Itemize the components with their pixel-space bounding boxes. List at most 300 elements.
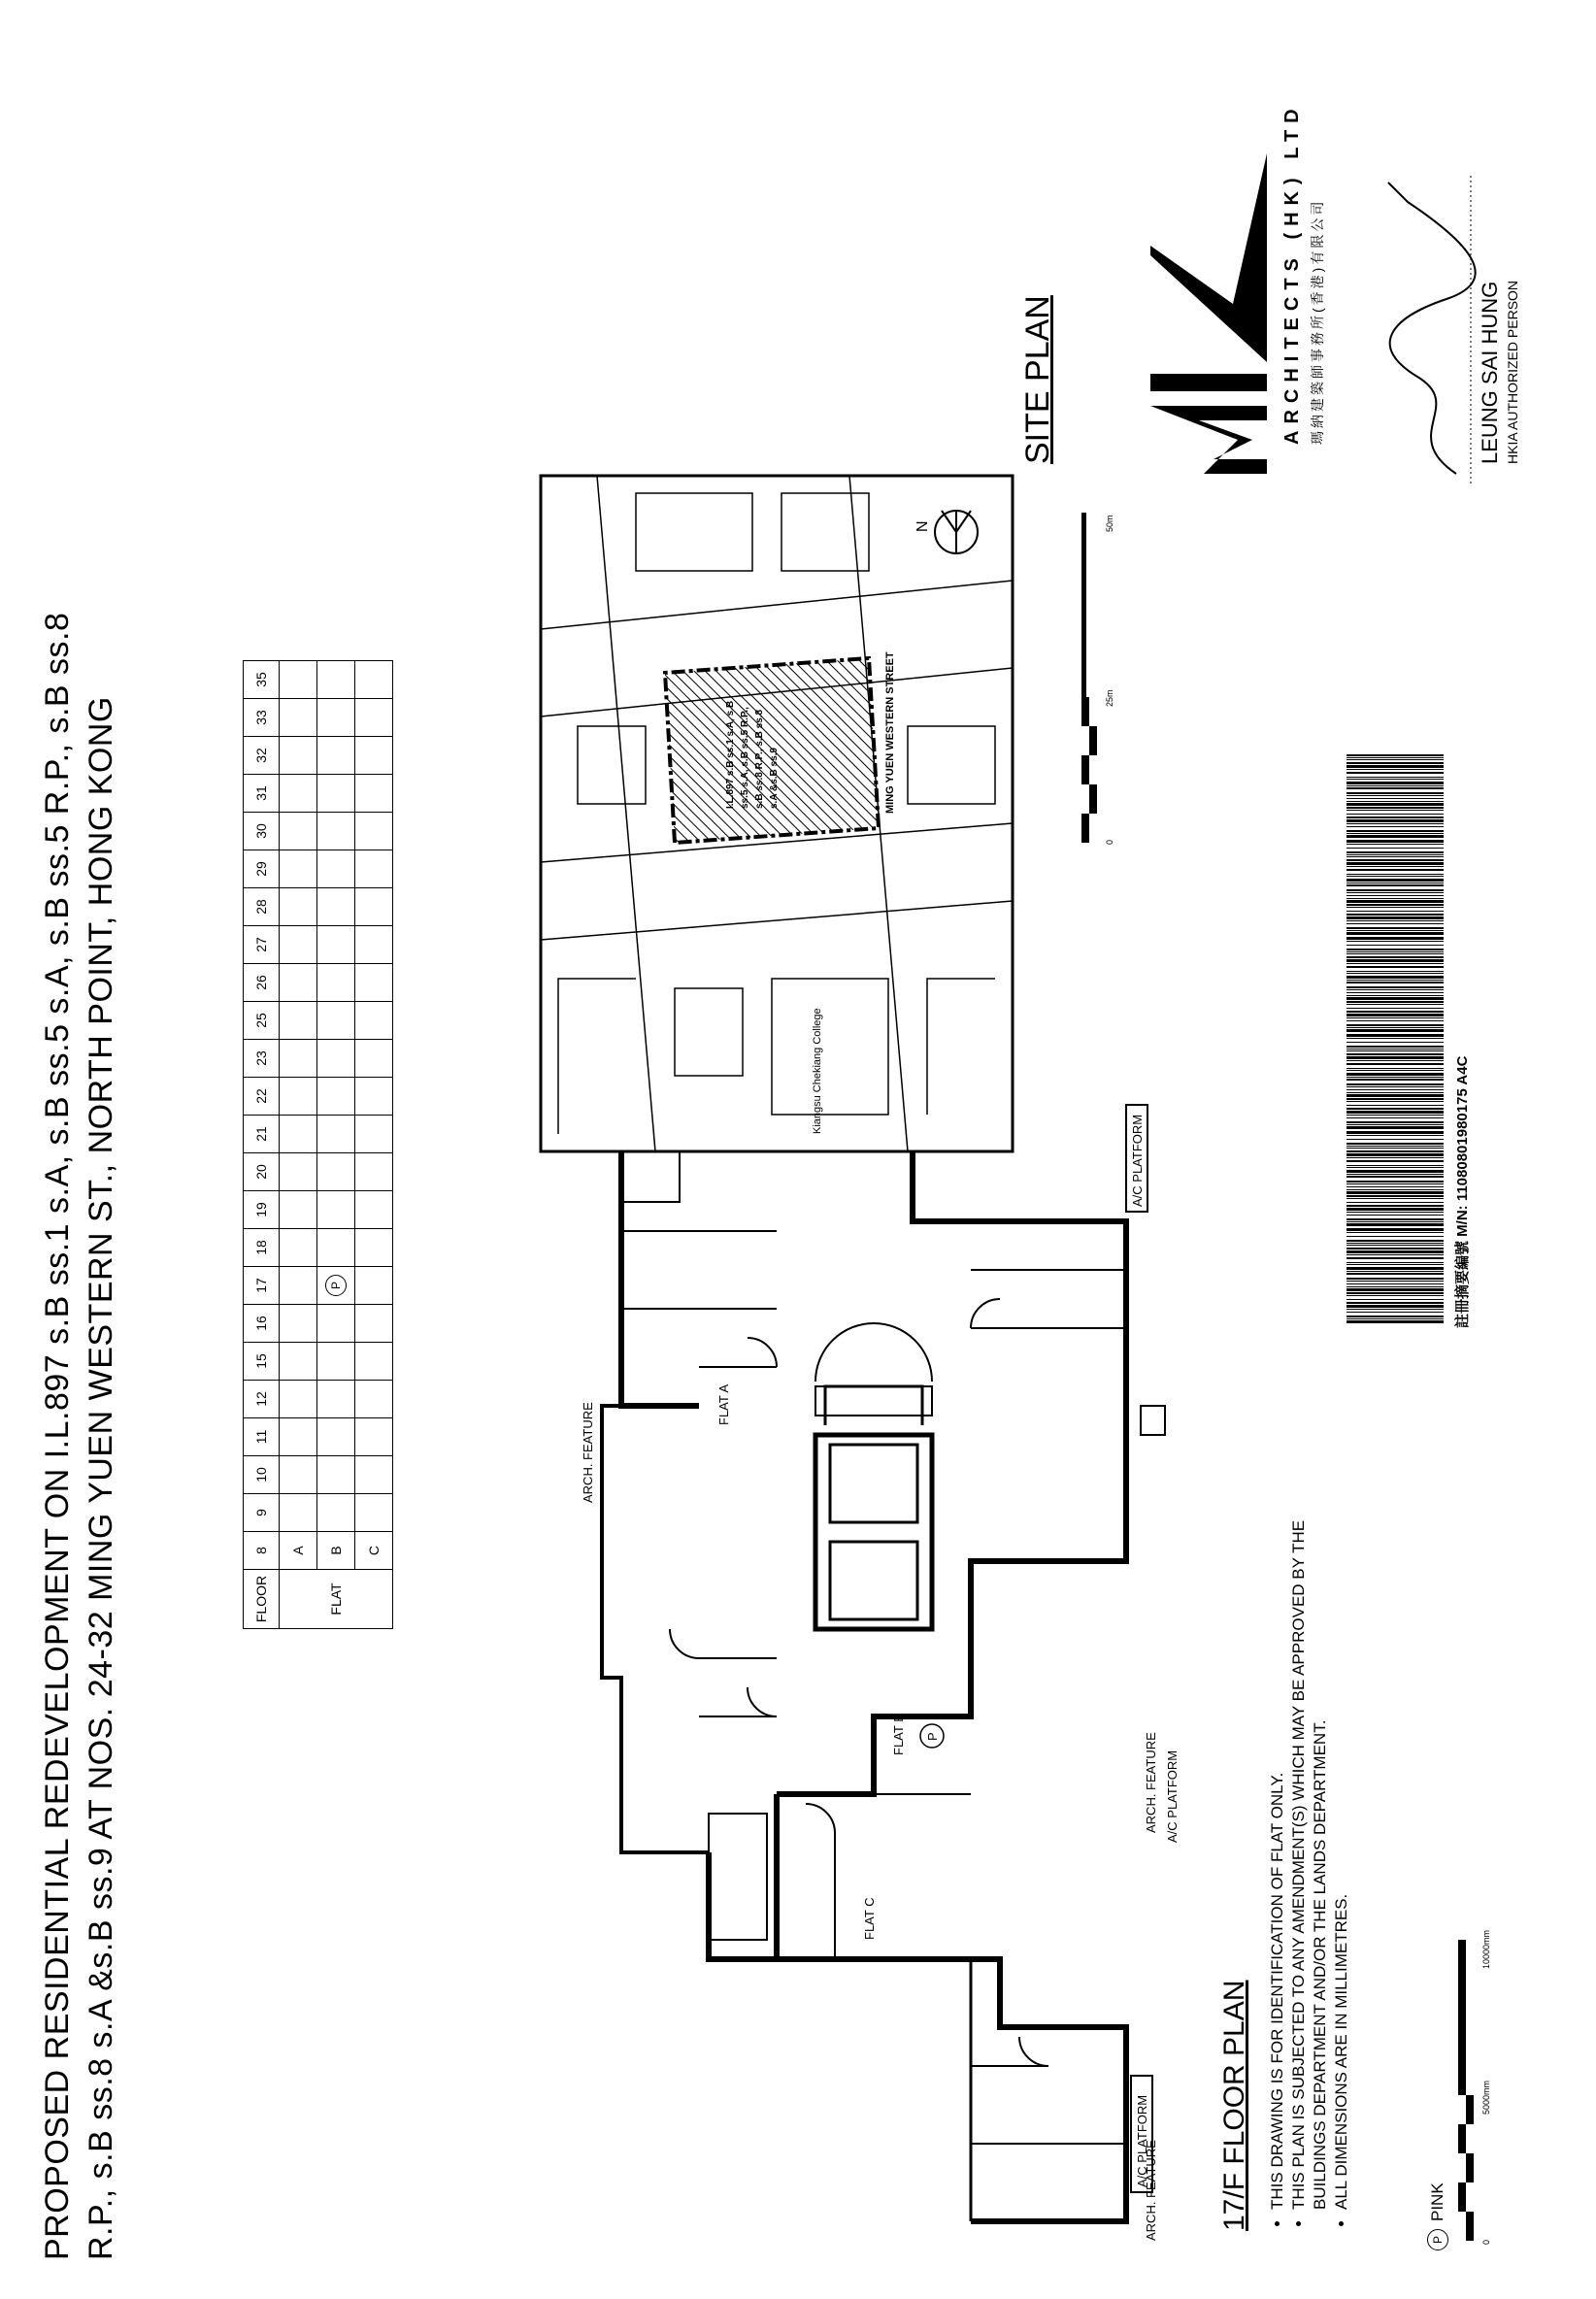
barcode-bar [1347,1121,1444,1123]
table-cell [280,1229,317,1267]
table-cell [355,1229,393,1267]
note-item: • THIS DRAWING IS FOR IDENTIFICATION OF FLAT ONLY. [1267,1472,1288,2210]
flat-letter: A [280,1532,317,1570]
table-cell [317,1153,355,1191]
floor-number: 22 [244,1078,280,1116]
barcode-bar [1347,1089,1444,1090]
table-cell [317,964,355,1002]
barcode-bar [1347,1167,1444,1168]
barcode-bar [1347,1024,1444,1026]
site-plan-scale-bar [1078,503,1126,852]
scale-start: 0 [1481,2239,1491,2245]
table-cell [280,1002,317,1040]
barcode-bar [1347,971,1444,972]
table-cell [355,1002,393,1040]
table-cell [317,699,355,737]
table-cell [355,737,393,775]
site-scale-mid: 25m [1105,689,1114,707]
floor-number: 35 [244,661,280,699]
barcode-bar [1347,1320,1444,1323]
barcode-bar [1347,911,1444,912]
table-cell [355,775,393,813]
table-cell [317,850,355,888]
barcode-bar [1347,1029,1444,1032]
table-cell [355,1078,393,1116]
table-cell [355,661,393,699]
barcode-bar [1347,1160,1444,1162]
barcode-bar [1347,1240,1444,1242]
barcode-bar [1347,1273,1444,1275]
barcode-bar [1347,1215,1444,1216]
barcode-bar [1347,1170,1444,1173]
barcode-bar [1347,1060,1444,1061]
barcode-bar [1347,1248,1444,1249]
barcode-bar [1347,1094,1444,1097]
table-cell [355,964,393,1002]
barcode-bar [1347,1086,1444,1087]
barcode-bar [1347,874,1444,875]
lot-line-2: ss.5 s.A, s.B ss.5 R.P., [740,707,750,809]
barcode-bar [1347,866,1444,867]
ac-platform-label-3: A/C PLATFORM [1165,1749,1180,1843]
barcode-bar [1347,884,1444,886]
table-cell [280,1305,317,1343]
table-cell [355,1305,393,1343]
barcode-bar [1347,973,1444,974]
flat-label: FLAT [280,1570,393,1629]
flat-c-outline [932,1959,1126,2221]
barcode-bar [1347,1174,1444,1175]
barcode-bar [1347,1143,1444,1145]
table-cell [355,1153,393,1191]
barcode-bar [1347,1232,1444,1233]
barcode-bar [1347,1020,1444,1021]
barcode-bar [1347,963,1444,964]
barcode-bar [1347,1079,1444,1081]
barcode-bar [1347,1257,1444,1259]
table-cell [317,1229,355,1267]
barcode-bar [1347,1101,1444,1102]
table-cell [355,1456,393,1494]
barcode-bar [1347,1046,1444,1048]
barcode-bar [1347,1049,1444,1050]
floor-number: 8 [244,1532,280,1570]
flat-b-label: FLAT B [891,1714,906,1755]
barcode-bar [1347,1150,1444,1152]
table-cell [280,699,317,737]
scale-end: 10000mm [1481,1929,1491,1969]
table-cell [355,1494,393,1532]
barcode-bar [1347,1153,1444,1156]
barcode-bar [1347,1264,1444,1265]
signature-image [1379,163,1476,493]
flat-row [355,661,393,1629]
barcode-bar [1347,966,1444,968]
barcode-bar [1347,1218,1444,1220]
barcode-bar [1347,772,1444,774]
barcode-bar [1347,876,1444,877]
table-cell [355,813,393,850]
pink-legend-marker: P [1427,2229,1448,2250]
barcode-bar [1347,840,1444,843]
barcode-bar [1347,1131,1444,1134]
barcode-bar [1347,1008,1444,1009]
table-cell [355,1191,393,1229]
company-name: ARCHITECTS (HK) LTD [1281,102,1303,445]
pink-cell-marker: P [325,1275,347,1296]
floor-number: 21 [244,1116,280,1153]
barcode-bar [1347,1198,1444,1199]
barcode-bar [1347,980,1444,981]
barcode-bar [1347,785,1444,786]
table-cell [280,926,317,964]
barcode-bar [1347,1063,1444,1065]
barcode-bar [1347,923,1444,924]
table-cell [280,775,317,813]
floor-number: 16 [244,1305,280,1343]
site-plan-title: SITE PLAN [1019,295,1056,464]
barcode-bar [1347,945,1444,946]
barcode-bar [1347,1267,1444,1270]
flat-a-label: FLAT A [716,1383,731,1425]
barcode-bar [1347,1281,1444,1282]
barcode-bar [1347,810,1444,811]
project-title-line-1: PROPOSED RESIDENTIAL REDEVELOPMENT ON I.L.897 s.B ss.1 s.A, s.B ss.5 s.A, s.B ss.5 R.P., s.B ss.8 [39,612,76,2260]
barcode-bar [1347,844,1444,845]
barcode-bar [1347,1014,1444,1016]
barcode-bar [1347,1146,1444,1147]
barcode-bar [1347,798,1444,799]
floor-number: 18 [244,1229,280,1267]
barcode-bar [1347,1053,1444,1055]
site-scale-start: 0 [1105,839,1114,845]
barcode-bar [1347,816,1444,818]
barcode-bar [1347,1195,1444,1197]
barcode-bar [1347,1245,1444,1246]
barcode-bar [1347,1070,1444,1071]
barcode-bar [1347,1157,1444,1158]
floor-number: 17 [244,1267,280,1305]
barcode-bar [1347,916,1444,919]
table-cell [280,813,317,850]
floor-number: 27 [244,926,280,964]
barcode-bar [1347,1208,1444,1211]
signatory-name: LEUNG SAI HUNG [1478,281,1502,464]
barcode-bar [1347,1236,1444,1237]
floor-number: 11 [244,1418,280,1456]
signatory-title: HKIA AUTHORIZED PERSON [1505,280,1520,464]
lot-line-4: s.A &s.B ss.9 [769,748,780,809]
barcode-bar [1347,1191,1444,1194]
table-cell [317,1191,355,1229]
plan-title: 17/F FLOOR PLAN [1218,1980,1250,2231]
barcode-bar [1347,856,1444,857]
barcode-bar [1347,997,1444,1000]
table-cell [280,661,317,699]
floor-number: 30 [244,813,280,850]
barcode-bar [1347,889,1444,891]
floor-number: 20 [244,1153,280,1191]
flat-letter: B [317,1532,355,1570]
barcode-bar [1347,1223,1444,1226]
barcode-bar [1347,1004,1444,1005]
barcode-bar [1347,898,1444,899]
barcode-bar [1347,941,1444,942]
floor-number: 12 [244,1381,280,1418]
barcode-bar [1347,1011,1444,1013]
barcode-bar [1347,1205,1444,1207]
table-cell [317,1456,355,1494]
table-cell [355,1040,393,1078]
barcode-bar [1347,1243,1444,1244]
table-cell [280,1153,317,1191]
barcode-bar [1347,826,1444,827]
table-cell [317,737,355,775]
barcode-bar [1347,1221,1444,1222]
barcode-bar [1347,1228,1444,1231]
barcode-bar [1347,851,1444,853]
barcode-bar [1347,1124,1444,1125]
barcode-bar [1347,1186,1444,1187]
table-cell [280,1191,317,1229]
table-cell [317,661,355,699]
barcode-bar [1347,1034,1444,1037]
barcode-bar [1347,1312,1444,1313]
table-cell [280,1381,317,1418]
barcode-bar [1347,1139,1444,1140]
floor-plan-scale-bar [1456,1920,1514,2250]
floor-number: 33 [244,699,280,737]
college-label: Kiangsu Chekiang College [812,1008,823,1134]
barcode-bar [1347,1278,1444,1280]
barcode-bar [1347,900,1444,903]
barcode-bar [1347,932,1444,935]
table-cell [317,926,355,964]
barcode-bar [1347,830,1444,832]
table-cell [355,888,393,926]
table-cell [280,1078,317,1116]
barcode-bar [1347,904,1444,906]
barcode-text: 註冊摘要編號 M/N: 11080801980175 A4C [1454,1055,1471,1328]
floor-number: 28 [244,888,280,926]
barcode-bar [1347,1077,1444,1078]
barcode-bar [1347,914,1444,916]
table-cell [317,1040,355,1078]
pink-flat-marker-letter: P [925,1732,940,1741]
barcode-bar [1347,1068,1444,1069]
table-cell [280,1116,317,1153]
barcode-bar [1347,814,1444,815]
floor-number: 32 [244,737,280,775]
arch-feature-label-3: ARCH. FEATURE [581,1402,595,1503]
barcode-bar [1347,848,1444,849]
barcode-bar [1347,892,1444,893]
barcode-bar [1347,1126,1444,1129]
notes-list [1267,1472,1352,2231]
barcode-bar [1347,854,1444,855]
barcode-bar [1347,1027,1444,1028]
ac-platform-label-2: A/C PLATFORM [1130,1114,1145,1207]
floor-header-row [244,661,280,1629]
barcode-bar [1347,835,1444,838]
barcode-bar [1347,833,1444,834]
table-cell [355,1267,393,1305]
pink-legend-label: PINK [1428,2182,1446,2221]
floor-label: FLOOR [244,1570,280,1629]
barcode-bar [1347,777,1444,778]
table-cell [317,1267,355,1305]
barcode-bar [1347,1183,1444,1184]
barcode-bar [1347,1073,1444,1076]
barcode-bar [1347,951,1444,952]
barcode-bar [1347,1254,1444,1255]
barcode-bar [1347,995,1444,996]
barcode-bar [1347,795,1444,796]
barcode-bar [1347,754,1444,756]
barcode-bar [1347,782,1444,784]
floor-number: 29 [244,850,280,888]
table-cell [280,737,317,775]
barcode-bar [1347,862,1444,865]
barcode-bar [1347,869,1444,871]
barcode-bar [1347,1165,1444,1166]
table-cell [317,1381,355,1418]
barcode-image [1345,746,1446,1328]
barcode-bar [1347,907,1444,908]
barcode-bar [1347,1250,1444,1253]
barcode-bar [1347,1309,1444,1310]
street-label: MING YUEN WESTERN STREET [884,651,896,814]
table-cell [317,888,355,926]
table-cell [355,699,393,737]
table-cell [355,850,393,888]
table-cell [317,1343,355,1381]
barcode-bar [1347,1292,1444,1294]
table-cell [317,813,355,850]
table-cell [280,1343,317,1381]
barcode-bar [1347,1038,1444,1039]
barcode-bar [1347,930,1444,931]
barcode-bar [1347,1189,1444,1190]
barcode-bar [1347,937,1444,940]
barcode-bar [1347,1262,1444,1263]
table-cell [317,1494,355,1532]
table-cell [317,1002,355,1040]
pink-legend [1427,2182,1448,2250]
north-label: N [914,520,931,532]
barcode-bar [1347,1108,1444,1110]
barcode-bar [1347,1202,1444,1203]
barcode-bar [1347,779,1444,780]
table-cell [317,1305,355,1343]
barcode-bar [1347,769,1444,770]
barcode-bar [1347,1001,1444,1003]
barcode-bar [1347,807,1444,809]
table-cell [280,888,317,926]
barcode-bar [1347,1212,1444,1213]
barcode-bar [1347,1318,1444,1319]
floor-number: 19 [244,1191,280,1229]
flat-row [280,661,317,1629]
barcode-bar [1347,976,1444,979]
barcode-bar [1347,927,1444,929]
floor-flat-table [243,660,393,1629]
floor-number: 9 [244,1494,280,1532]
floor-number: 31 [244,775,280,813]
site-scale-end: 50m [1105,515,1114,532]
table-cell [280,850,317,888]
floor-plan-drawing [582,1095,1184,2260]
barcode-bar [1347,1056,1444,1059]
barcode-bar [1347,1316,1444,1317]
barcode-bar [1347,1299,1444,1300]
table-cell [317,1418,355,1456]
table-cell [317,1078,355,1116]
barcode-bar [1347,920,1444,921]
flat-rows [280,661,393,1629]
floor-number: 23 [244,1040,280,1078]
company-name-chinese: 瑪納建築師事務所(香港)有限公司 [1310,198,1325,445]
barcode-bar [1347,1115,1444,1116]
barcode-bar [1347,956,1444,958]
barcode-bar [1347,1042,1444,1043]
barcode-bar [1347,787,1444,789]
table-cell [280,1418,317,1456]
barcode-bar [1347,1098,1444,1100]
barcode-bar [1347,762,1444,764]
lot-line-1: I.L.897 s.B ss.1 s.A, s.B [725,700,736,809]
barcode-bar [1347,1111,1444,1114]
lot-line-3: s.B ss.8 R.P., s.B ss.8 [754,709,765,809]
barcode-bar [1347,1271,1444,1272]
floor-number: 10 [244,1456,280,1494]
note-item: • THIS PLAN IS SUBJECTED TO ANY AMENDMENT(S) WHICH MAY BE APPROVED BY THE BUILDINGS DEPARTMENT AND/OR THE LANDS DEPARTMENT. [1288,1472,1331,2210]
barcode-bar [1347,949,1444,950]
table-cell [280,1267,317,1305]
note-item: • ALL DIMENSIONS ARE IN MILLIMETRES. [1331,1472,1352,2210]
barcode-bar [1347,1295,1444,1296]
barcode-bar [1347,1176,1444,1178]
barcode-bar [1347,1286,1444,1287]
table-cell [280,964,317,1002]
barcode-bar [1347,1181,1444,1183]
barcode-bar [1347,1288,1444,1291]
table-cell [355,1343,393,1381]
table-cell [280,1494,317,1532]
ac-platform-label-1: A/C PLATFORM [1135,2094,1149,2187]
barcode-bar [1347,1283,1444,1284]
barcode-bar [1347,765,1444,768]
barcode-bar [1347,803,1444,806]
arch-feature-label-1: ARCH. FEATURE [1144,2140,1158,2241]
table-cell [355,1116,393,1153]
barcode-bar [1347,819,1444,822]
barcode-bar [1347,759,1444,760]
project-title-line-2: R.P., s.B ss.8 s.A &s.B ss.9 AT NOS. 24-32 MING YUEN WESTERN ST., NORTH POINT, HONG KONG [83,696,119,2260]
site-plan-map [539,474,1014,1153]
table-cell [280,1040,317,1078]
barcode-bar [1347,1017,1444,1018]
scale-mid: 5000mm [1481,2080,1491,2115]
barcode-bar [1347,992,1444,993]
barcode-bar [1347,823,1444,824]
floor-number: 25 [244,1002,280,1040]
barcode-bar [1347,1135,1444,1136]
barcode-bar [1347,1050,1444,1051]
table-cell [355,1381,393,1418]
flat-row [317,661,355,1629]
barcode-bar [1347,959,1444,962]
